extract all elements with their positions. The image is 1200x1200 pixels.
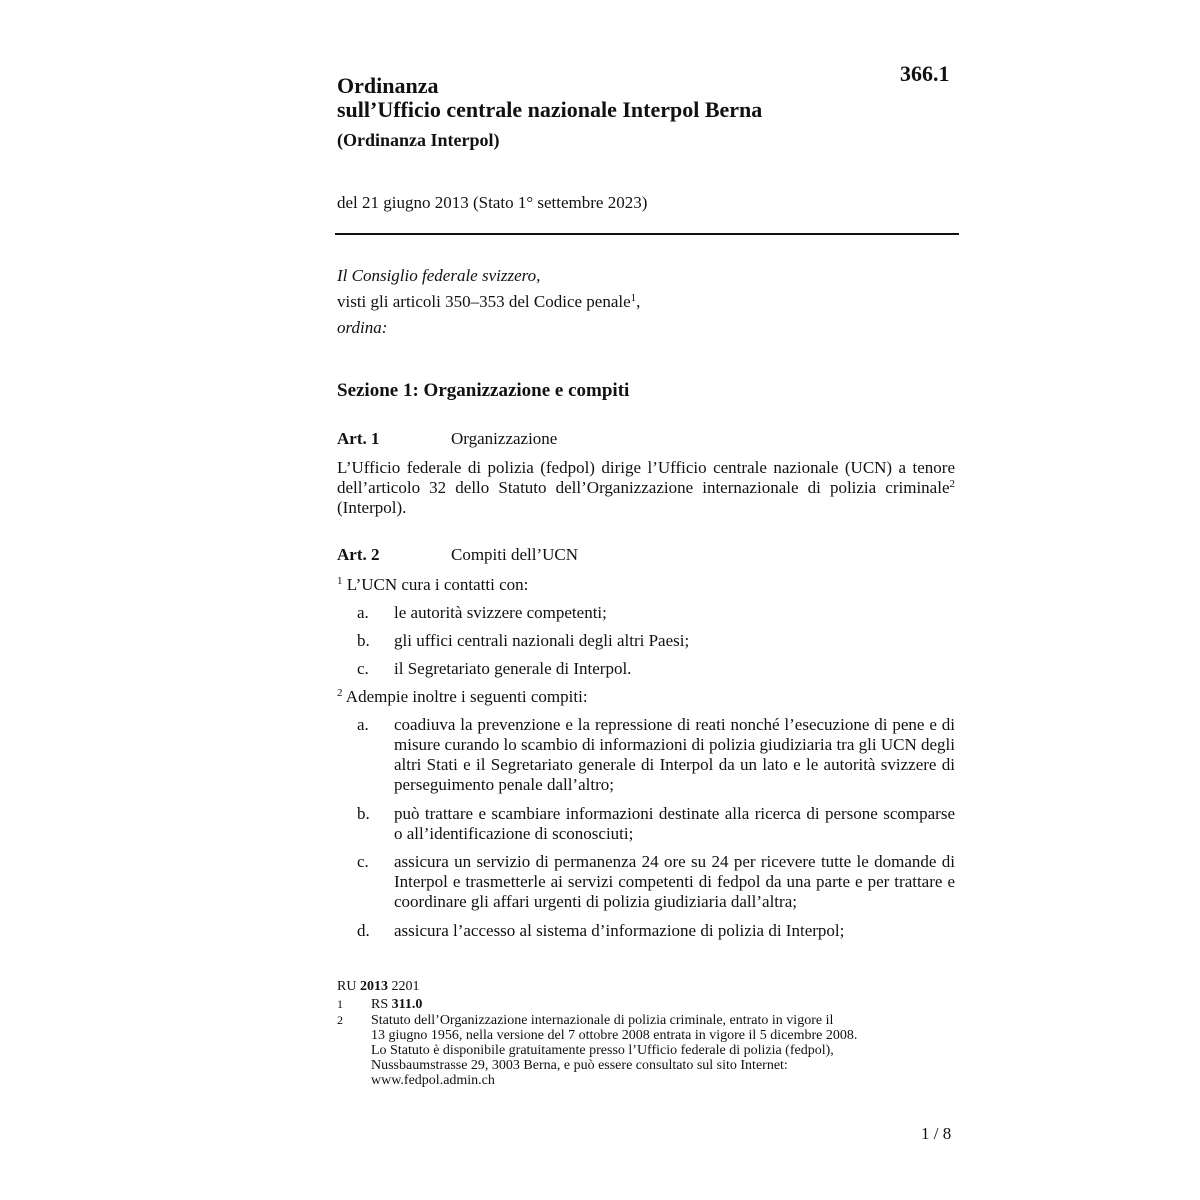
classification-number: 366.1 [900,61,950,86]
page-number: 1 / 8 [921,1124,952,1143]
footnote-number: 2 [337,1013,343,1027]
list-item-text: assicura un servizio di permanenza 24 ore su 24 per ricevere tutte le domande di Interpol e trasmetterle ai servizi competenti di fedpol da una parte e per trattare e coordinare gli affari urgenti di polizia giudiziaria dall’altra; [394,852,955,911]
footnote-2 [337,1013,977,1093]
document-subtitle: (Ordinanza Interpol) [337,130,500,150]
article-1-heading [337,429,557,449]
article-2-heading [337,545,578,565]
article-2-label: Art. 2 [337,545,380,564]
article-2-title: Compiti dell’UCN [451,545,579,564]
preamble-ordina: ordina: [337,318,388,337]
document-title [337,74,762,122]
list-item-letter: b. [357,804,370,823]
title-line-1: Ordinanza [337,73,439,98]
list-item-text: può trattare e scambiare informazioni destinate alla ricerca di persone scomparse o all’identificazione di sconosciuti; [394,804,955,843]
list-item-letter: b. [357,631,370,650]
footnote-number: 1 [337,997,343,1011]
footnote-text: RS 311.0 [371,997,423,1012]
list-item-text: gli uffici centrali nazionali degli altri Paesi; [394,631,690,650]
list-item-letter: c. [357,852,369,871]
article-2-paragraph-2: $^2$ Adempie inoltre i seguenti compiti: [337,687,588,706]
title-line-2: sull’Ufficio centrale nazionale Interpol Berna [337,97,763,122]
footnote-ref-1[interactable]: 1 [630,292,637,304]
fedpol-website-link[interactable]: www.fedpol.admin.ch [371,1073,495,1088]
footnote-ref-2[interactable]: 2 [949,478,955,490]
list-item-text: coadiuva la prevenzione e la repressione di reati nonché l’esecuzione di pene e di misure curando lo scambio di informazioni di polizia giudiziaria tra gli UCN degli altri Stati e il Segretariato generale di Interpol da un lato e le autorità svizzere di perseguimento penale dall’altro; [394,715,955,794]
article-2-paragraph-1: $^1$ L’UCN cura i contatti con: [337,575,529,594]
section-heading: Sezione 1: Organizzazione e compiti [337,380,630,401]
list-item-text: le autorità svizzere competenti; [394,603,607,622]
article-1-title: Organizzazione [451,429,558,448]
footnote-1 [337,997,977,1013]
list-item-letter: a. [357,715,369,734]
header-divider [335,233,959,235]
article-1-text: L’Ufficio federale di polizia (fedpol) dirige l’Ufficio centrale nazionale (UCN) a tenore dell’articolo 32 dello Statuto dell’Organizzazione internazionale di polizia criminale$^2$ (Interpol). [337,458,955,517]
preamble [337,263,640,341]
preamble-legal-basis: visti gli articoli 350–353 del Codice penale$^1$, [337,292,641,311]
preamble-authority: Il Consiglio federale svizzero, [337,266,541,285]
list-item-letter: c. [357,659,369,678]
list-item-letter: a. [357,603,369,622]
document-date: del 21 giugno 2013 (Stato 1° settembre 2023) [337,193,648,212]
list-item-text: il Segretariato generale di Interpol. [394,659,632,678]
list-item-text: assicura l’accesso al sistema d’informazione di polizia di Interpol; [394,921,845,940]
footnote-text: Statuto dell’Organizzazione internazionale di polizia criminale, entrato in vigore il 13 giugno 1956, nella versione del 7 ottobre 2008 entrata in vigore il 5 dicembre 2008. Lo Statuto è disponibile gratuitamente presso l’Ufficio federale di polizia (fedpol), Nussbaumstrasse 29, 3003 Berna, e può essere consultato sul sito Internet: www.fedpol.admin.ch [371,1013,971,1088]
list-item-letter: d. [357,921,370,940]
article-1-label: Art. 1 [337,429,380,448]
official-compilation-ref: RU 2013 2201 [337,979,420,994]
